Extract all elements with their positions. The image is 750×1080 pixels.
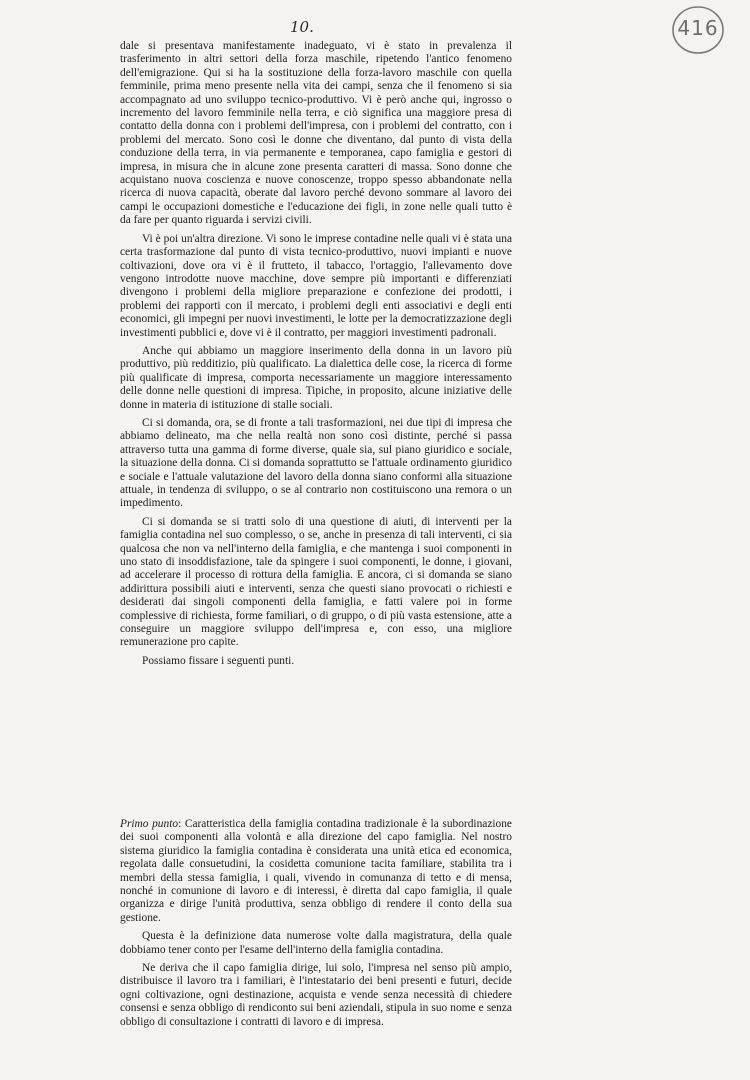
archive-stamp (670, 4, 726, 56)
stamp-number: 416 (677, 16, 719, 40)
paragraph-text: : Caratteristica della famiglia contadina tradizionale è la subordinazione dei suoi componenti alla volontà e alla direzione del capo famiglia. Nel nostro sistema giuridico la famiglia contadina è considerata una unità etica ed economica, regolata dalle consuetudini, la cosidetta comunione tacita familiare, stabilita tra i membri della stessa famiglia, i quali, vivendo in comunanza di tetto e di mensa, nonché in comunione di lavoro e di interessi, è diretta dal capo famiglia, il quale organizza e dirige l'unità produttiva, senza obbligo di rendere il conto della sua gestione. (120, 818, 512, 924)
paragraph: Ci si domanda se si tratti solo di una questione di aiuti, di interventi per la famiglia contadina nel suo complesso, o se, anche in presenza di tali interventi, ci sia qualcosa che non va nell'interno della famiglia, e che mantenga i suoi componenti in uno stato di insoddisfazione, tale da spingere i suoi componenti, le donne, i giovani, ad accelerare il processo di rottura della famiglia. E ancora, ci si domanda se siano addirittura possibili aiuti e interventi, senza che questi siano provocati o richiesti e desiderati dai singoli componenti della famiglia, e fatti valere poi in forme complessive di richiesta, forme familiari, o di gruppo, o di più vasta estensione, atte a conseguire un maggiore sviluppo dell'impresa e, con esso, una migliore remunerazione pro capite. (120, 515, 512, 649)
paragraph: dale si presentava manifestamente inadeguato, vi è stato in prevalenza il trasferimento in altri settori della forza maschile, ripetendo l'antico fenomeno dell'emigrazione. Qui si ha la sostituzione della forza-lavoro maschile con quella femminile, prima meno presente nella vita dei campi, senza che il fenomeno si sia accompagnato ad uno sviluppo tecnico-produttivo. Vi è però anche qui, ingrosso o incremento del lavoro femminile nella terra, e ciò significa una maggiore presa di contatto della donna con i problemi dell'impresa, con i problemi del contratto, con i problemi del mercato. Sono così le donne che diventano, dal punto di vista della conduzione della terra, in via permanente e temporanea, capo famiglia e gestori di impresa, in misura che in alcune zone presenta caratteri di massa. Sono donne che acquistano nuova coscienza e nuove conoscenze, troppo spesso abbandonate nella ricerca di nuova capacità, oberate dal lavoro perché devono sommare al lavoro dei campi le occupazioni domestiche e l'educazione dei figli, in zone nelle quali tutto è da fare per quanto riguarda i servizi civili. (120, 40, 512, 227)
lead-label: Primo punto (120, 818, 179, 830)
paragraph: Ci si domanda, ora, se di fronte a tali trasformazioni, nei due tipi di impresa che abbiamo delineato, ma che nella realtà non sono così distinte, perché si passa attraverso tutta una gamma di forme diverse, quale sia, sul piano giuridico e sociale, la situazione della donna. Ci si domanda soprattutto se l'attuale ordinamento giuridico e sociale e l'attuale valutazione del lavoro della donna siano conformi alla situazione attuale, in tendenza di sviluppo, o se al contrario non costituiscono una remora o un impedimento. (120, 416, 512, 510)
paragraph: Ne deriva che il capo famiglia dirige, lui solo, l'impresa nel senso più ampio, distribuisce il lavoro tra i familiari, è l'intestatario dei beni presenti e futuri, decide ogni coltivazione, ogni destinazione, acquista e vende senza necessità di chiedere consensi e senza obbligo di rendiconto sui beni aziendali, stipula in suo nome e senza obbligo di consultazione i contratti di lavoro e di impresa. (120, 962, 512, 1028)
paragraph-first-point (120, 818, 512, 925)
text-column-top (120, 40, 512, 673)
paragraph: Vi è poi un'altra direzione. Vi sono le imprese contadine nelle quali vi è stata una certa trasformazione dal punto di vista tecnico-produttivo, nuovi impianti e nuove coltivazioni, dove ora vi è il frutteto, il tabacco, l'ortaggio, l'allevamento dove vengono introdotte nuove macchine, dove sempre più importanti e differenziati divengono i problemi della migliore preparazione e confezione dei prodotti, i problemi dei rapporti con il mercato, i problemi degli enti associativi e degli enti economici, gli impegni per nuovi investimenti, le lotte per la democratizzazione degli investimenti pubblici e, dove vi è il contratto, per maggiori investimenti padronali. (120, 232, 512, 339)
paragraph: Questa è la definizione data numerose volte dalla magistratura, della quale dobbiamo tener conto per l'esame dell'interno della famiglia contadina. (120, 930, 512, 956)
page-number: 10. (290, 18, 314, 36)
text-column-bottom (120, 818, 512, 1034)
paragraph: Anche qui abbiamo un maggiore inserimento della donna in un lavoro più produttivo, più redditizio, più qualificato. La dialettica delle cose, la ricerca di forme più qualificate di impresa, comporta necessariamente un maggiore interessamento delle donne nelle questioni di impresa. Tipiche, in proposito, alcune iniziative delle donne in materia di istituzione di stalle sociali. (120, 344, 512, 411)
paragraph: Possiamo fissare i seguenti punti. (142, 654, 295, 667)
